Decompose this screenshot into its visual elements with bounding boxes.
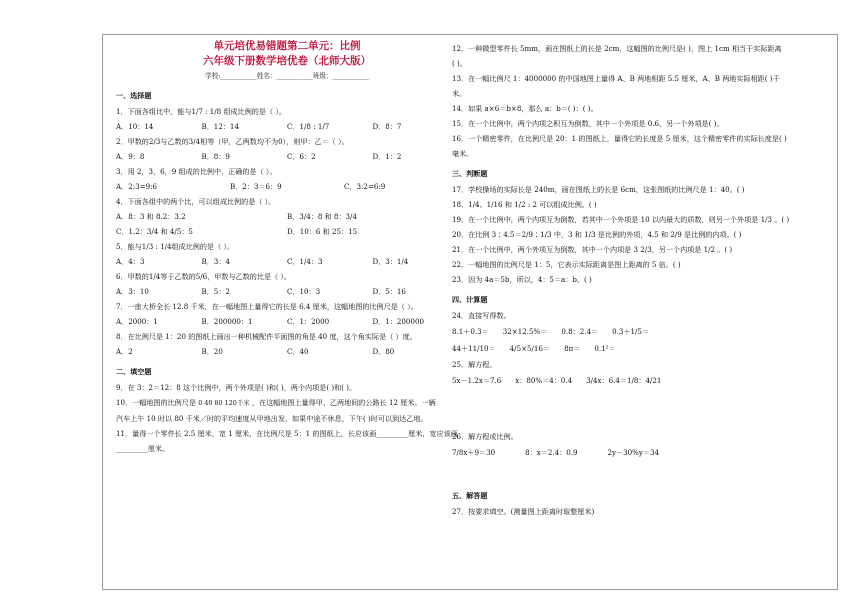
section-answer: 五、解答题 bbox=[452, 491, 488, 500]
equation: x：80%＝4：0.4 bbox=[515, 376, 573, 385]
question-9: 9．在 3：2＝12：8 这个比例中，两个外项是( )和( )，两个内项是( )和( )。 bbox=[116, 383, 357, 392]
question-14: 14．如果 a×6＝b×8，那么 a：b＝( )：( )。 bbox=[452, 104, 598, 113]
right-column bbox=[452, 36, 794, 519]
question-12: 12．一种微型零件长 5mm，画在图纸上的长是 2cm，这幅图的比例尺是( )，图上 1cm 相当于实际距离 bbox=[452, 44, 782, 53]
question-15: 15．在一个比例中，两个内项之积互为倒数，其中一个外项是 0.6，另一个外项是( )。 bbox=[452, 119, 724, 128]
question-12-continued: ( )。 bbox=[452, 59, 467, 68]
question-26: 26．解方程或比例。 bbox=[452, 432, 518, 441]
equation: 3/4x：6.4＝1/8：4/21 bbox=[586, 376, 662, 385]
question-5-options bbox=[116, 254, 458, 269]
option-d: D．1：200000 bbox=[372, 317, 424, 326]
question-4-options-cd bbox=[116, 224, 458, 239]
option-a: A．2 bbox=[116, 347, 133, 356]
question-2: 2．甲数的2/3与乙数的3/4相等（甲，乙两数均不为0），则甲：乙＝（ ）。 bbox=[116, 137, 349, 146]
question-8-options bbox=[116, 344, 458, 359]
option-c: C．10：3 bbox=[287, 287, 321, 296]
question-20: 20．在比例 3∶4.5＝2/9∶1/3 中，3 和 1/3 是比例的外项，4.5 和 2/9 是比例的内项。( ) bbox=[452, 230, 742, 239]
option-a: A．2:3=9:6 bbox=[116, 182, 157, 191]
question-6-options bbox=[116, 284, 458, 299]
option-a: A．2000：1 bbox=[116, 317, 158, 326]
equation-row-26 bbox=[452, 444, 794, 461]
question-1: 1．下面各组比中，能与1/7 : 1/8 组成比例的是（ ）。 bbox=[116, 107, 286, 116]
option-a: A．4：3 bbox=[116, 257, 145, 266]
calc-row-1 bbox=[452, 323, 794, 340]
question-10 bbox=[116, 395, 458, 411]
question-4-options-ab bbox=[116, 209, 458, 224]
left-column bbox=[116, 36, 458, 456]
option-d: D．1：2 bbox=[372, 152, 402, 161]
calc-item: 8.1＋0.3＝ bbox=[452, 327, 489, 336]
question-3: 3．用 2，3，6，9 组成的比例中，正确的是（ ）。 bbox=[116, 167, 277, 176]
scale-bar-label: 0 40 80 120千米 bbox=[198, 399, 250, 407]
option-d: D．5：16 bbox=[372, 287, 406, 296]
option-b: B．5：2 bbox=[201, 287, 230, 296]
question-25: 25．解方程。 bbox=[452, 360, 497, 369]
option-b: B．12：14 bbox=[201, 122, 239, 131]
equation: 2y－30%y＝34 bbox=[607, 448, 660, 457]
option-b: B．8：9 bbox=[201, 152, 230, 161]
answer-space bbox=[452, 389, 794, 429]
section-choice: 一、选择题 bbox=[116, 91, 152, 100]
question-10-continued: 汽车上午 10 时以 80 千米／时的平均速度从甲地出发，如果中途不休息，下午( )时可以到达乙地。 bbox=[116, 414, 428, 423]
paper-title: 单元培优易错题第二单元：比例 bbox=[213, 40, 361, 52]
question-7: 7．一座大桥全长 12.8 千米，在一幅地图上量得它的长是 6.4 厘米，这幅地图的比例尺是（ ）。 bbox=[116, 302, 418, 311]
option-a: A．10：14 bbox=[116, 122, 154, 131]
paper-subtitle: 六年级下册数学培优卷（北师大版） bbox=[203, 55, 371, 67]
section-fill: 二、填空题 bbox=[116, 367, 152, 376]
option-d: D．80 bbox=[372, 347, 395, 356]
question-18: 18．1/4、1/16 和 1/2 : 2 可以组成比例。( ) bbox=[452, 200, 597, 209]
option-d: D．8：7 bbox=[372, 122, 402, 131]
option-a: A．8：3 和 8.2：3.2 bbox=[116, 212, 186, 221]
option-c: C．40 bbox=[287, 347, 309, 356]
question-7-options bbox=[116, 314, 458, 329]
option-c: C．1：2000 bbox=[287, 317, 330, 326]
question-16: 16．一个精密零件，在比例尺是 20：1 的图纸上，量得它的长度是 5 厘米，这个精密零件的实际长度是( ) bbox=[452, 134, 787, 143]
question-4: 4．下面各组中的两个比，可以组成比例的是（ ）。 bbox=[116, 197, 276, 206]
calc-item: 0.8：2.4＝ bbox=[561, 327, 599, 336]
answer-space bbox=[452, 461, 794, 483]
option-c: C．1.2：3/4 和 4/5：5 bbox=[116, 227, 193, 236]
question-13: 13．在一幅比例尺 1：4000000 的中国地图上量得 A、B 两地相距 5.5 厘米，A、B 两地实际相距( )千 bbox=[452, 74, 780, 83]
section-calc: 四、计算题 bbox=[452, 295, 488, 304]
option-c: C．1/4：3 bbox=[287, 257, 323, 266]
option-a: A．3：10 bbox=[116, 287, 149, 296]
calc-item: 0.3＋1/5＝ bbox=[612, 327, 650, 336]
option-a: A．9：8 bbox=[116, 152, 145, 161]
calc-item: 8π＝ bbox=[564, 344, 581, 353]
option-c: C．1/8 : 1/7 bbox=[287, 122, 330, 131]
question-2-options bbox=[116, 149, 458, 164]
question-10-text-b: ，在这幅地图上量得甲、乙两地间的公路长 12 厘米。一辆 bbox=[251, 398, 436, 407]
option-b: B．20 bbox=[201, 347, 223, 356]
equation-row-25 bbox=[452, 372, 794, 389]
question-23: 23．因为 4a＝5b，所以，4：5＝a：b。( ) bbox=[452, 275, 592, 284]
question-27: 27．按要求填空。(测量图上距离时取整厘米) bbox=[452, 507, 595, 516]
school-line: 学校:___________姓名：___________班级：___________ bbox=[205, 72, 369, 80]
question-1-options bbox=[116, 119, 458, 134]
equation: 5x－1.2x＝7.6 bbox=[452, 376, 502, 385]
option-c: C．3:2=6:9 bbox=[344, 182, 386, 191]
question-19: 19．在一个比例中，两个内项互为倒数，若其中一个外项是 10 以内最大的质数，则另一个外项是 1/3 。( ) bbox=[452, 215, 790, 224]
question-8: 8．在比例尺是 1：20 的图纸上画出一种机械配件平面图的角是 40 度，这个角实际是（ ）度。 bbox=[116, 332, 417, 341]
question-22: 22．一幅地图的比例尺是 1：5，它表示实际距离是图上距离的 5 倍。( ) bbox=[452, 260, 681, 269]
question-5: 5．能与1/3 : 1/4组成比例的是（ ）。 bbox=[116, 242, 235, 251]
option-b: B．3：4 bbox=[201, 257, 230, 266]
option-b: B．200000：1 bbox=[201, 317, 253, 326]
calc-item: 4/5×5/16＝ bbox=[509, 344, 551, 353]
calc-item: 44＋11/10＝ bbox=[452, 344, 496, 353]
option-c: C．6：2 bbox=[287, 152, 316, 161]
question-3-options bbox=[116, 179, 458, 194]
question-11-continued: _________厘米。 bbox=[116, 444, 170, 453]
calc-row-2 bbox=[452, 340, 794, 357]
question-10-text-a: 10．一幅地图的比例尺是 bbox=[116, 398, 196, 407]
option-d: D．10：6 和 25：15 bbox=[287, 227, 358, 236]
question-6: 6．甲数的1/4等于乙数的5/6，甲数与乙数的比是（ ）。 bbox=[116, 272, 292, 281]
question-21: 21．在一个比例中，两个外项互为倒数，其中一个内项是 3 2/3，另一个内项是 1/2 。( ) bbox=[452, 245, 733, 254]
equation: 7/8x＋9＝30 bbox=[452, 448, 496, 457]
question-24: 24．直接写得数。 bbox=[452, 311, 511, 320]
question-13-continued: 米。 bbox=[452, 89, 467, 98]
option-d: D．3：1/4 bbox=[372, 257, 409, 266]
equation: 8：x＝2.4：0.9 bbox=[525, 448, 578, 457]
section-judge: 三、判断题 bbox=[452, 169, 488, 178]
calc-item: 0.1²＝ bbox=[594, 344, 616, 353]
question-17: 17．学校操场的实际长是 240m，画在图纸上的长是 6cm，这张图纸的比例尺是 1：40。( ) bbox=[452, 185, 745, 194]
question-16-continued: 毫米。 bbox=[452, 149, 474, 158]
question-11: 11．量得一个零件长 2.5 厘米，宽 1 厘米，在比例尺是 5：1 的图纸上，长应该画_________厘米，宽应该画 bbox=[116, 429, 458, 438]
option-b: B．2：3＝6：9 bbox=[230, 182, 282, 191]
calc-item: 32×12.5%＝ bbox=[502, 327, 548, 336]
option-b: B．3/4：8 和 8：3/4 bbox=[287, 212, 357, 221]
